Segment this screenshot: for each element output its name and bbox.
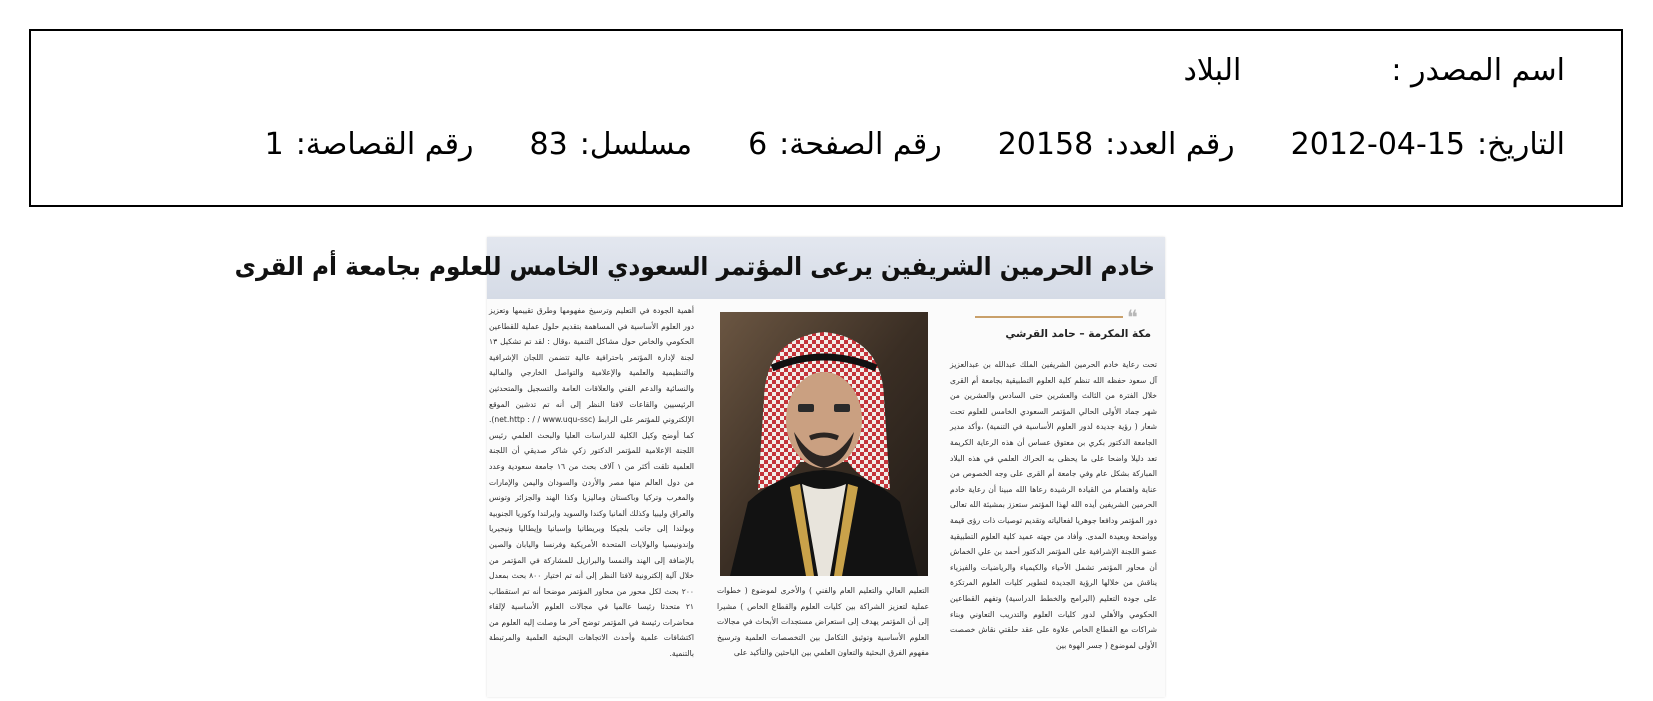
clip-number-value: 1 — [264, 127, 284, 162]
article-headline: خادم الحرمين الشريفين يرعى المؤتمر السعودي الخامس للعلوم بجامعة أم القرى — [234, 252, 1155, 281]
portrait-illustration — [720, 312, 928, 576]
issue-label: رقم العدد: — [1105, 127, 1235, 162]
page-label: رقم الصفحة: — [779, 127, 942, 162]
serial-value: 83 — [529, 127, 568, 162]
clip-number-field — [265, 127, 474, 163]
serial-field — [530, 127, 693, 163]
page-value: 6 — [748, 127, 768, 162]
king-portrait-photo — [720, 312, 928, 576]
issue-value: 20158 — [997, 127, 1094, 162]
byline-divider — [975, 316, 1123, 318]
source-label: اسم المصدر : — [1391, 53, 1565, 88]
source-value: البلاد — [1183, 53, 1242, 88]
clip-number-label: رقم القصاصة: — [295, 127, 474, 162]
date-value: 2012-04-15 — [1290, 127, 1466, 162]
date-label: التاريخ: — [1477, 127, 1565, 162]
article-column-left: أهمية الجودة في التعليم وترسيخ مفهومها وطرق تقييمها وتعزيز دور العلوم الأساسية في المساهمة بتقديم حلول عملية للقطاعين الحكومي والخاص حول مشاكل التنمية ،وقال : لقد تم تشكيل ١٣ لجنة لإدارة المؤتمر باحترافية عالية تتضمن اللجان الإشرافية والتنظيمية والعلمية والإعلامية والتواصل الخارجي والمالية والنسائية والدعم الفني والعلاقات العامة والتسجيل والمتحدثين الرئيسيين والقاعات لافتا النظر إلى أنه تم تدشين الموقع الإلكتروني للمؤتمر على الرابط (net.http : / / www.uqu-ssc). كما أوضح وكيل الكلية للدراسات العليا والبحث العلمي رئيس اللجنة الإعلامية للمؤتمر الدكتور زكي شاكر صديقي أن اللجنة العلمية تلقت أكثر من ١ آلاف بحث من ١٦ جامعة سعودية وعدد من دول العالم منها مصر والأردن والسودان واليمن والإمارات والمغرب وتركيا وباكستان وماليزيا وكذا الهند والجزائر وتونس والعراق وليبيا وكذلك ألمانيا وكندا والسويد وايرلندا وكوريا الجنوبية وبولندا إلى جانب بلجيكا وبريطانيا وإسبانيا وإيطاليا ونيجيريا وإندونيسيا والولايات المتحدة الأمريكية وفرنسا واليابان والصين بالإضافة إلى الهند والنمسا والبرازيل للمشاركة في المؤتمر من خلال آلية إلكترونية لافتا النظر إلى أنه تم اختيار ٨٠٠ بحث بمعدل ٢٠٠ بحث لكل محور من محاور المؤتمر موضحا أنه تم استقطاب ٢١ متحدثا رئيسا عالميا في مجالات العلوم الأساسية لإلقاء محاضرات رئيسة في المؤتمر توضح آخر ما وصلت إليه العلوم من اكتشافات علمية وأحدث الاتجاهات البحثية العلمية والمرتبطة بالتنمية. — [489, 306, 694, 659]
headline-band — [234, 237, 1165, 299]
date-field — [1291, 127, 1565, 163]
clipping-metadata-box — [29, 29, 1623, 207]
source-line — [1184, 53, 1565, 89]
article-column-middle: التعليم العالي والتعليم العام والفني ) والأخرى لموضوع ( خطوات عملية لتعزيز الشراكة بين كليات العلوم والقطاع الخاص ) مشيرا إلى أن المؤتمر يهدف إلى استعراض مستجدات الأبحاث في مجالات العلوم الأساسية وتوثيق التكامل بين التخصصات العلمية وترسيخ مفهوم الفرق البحثية والتعاون العلمي بين الباحثين والتأكيد على — [717, 586, 929, 658]
newspaper-clipping — [234, 237, 1165, 697]
quote-mark-icon: ❝ — [1127, 305, 1138, 329]
issue-field — [998, 127, 1235, 163]
article-column-right: تحت رعاية خادم الحرمين الشريفين الملك عبدالله بن عبدالعزيز آل سعود حفظه الله تنظم كلية العلوم التطبيقية بجامعة أم القرى خلال الفترة من الثالث والعشرين حتى السادس والعشرين من شهر جماد الأولى الحالي المؤتمر السعودي الخامس للعلوم تحت شعار ( رؤية جديدة لدور العلوم الأساسية في التنمية) ،وأكد مدير الجامعة الدكتور بكري بن معتوق عساس أن هذه الرعاية الكريمة تعد دليلا واضحا على ما يحظى به الحراك العلمي في هذه البلاد المباركة بشكل عام وفي جامعة أم القرى على وجه الخصوص من عناية واهتمام من القيادة الرشيدة رعاها الله مبينا أن رعاية خادم الحرمين الشريفين أيده الله لهذا المؤتمر ستعزز بمشيئة الله تعالى دور المؤتمر ودافعا جوهريا لفعالياته وتقديم توصيات ذات رؤى قيمة وواضحة وبعيدة المدى. وأفاد من جهته عميد كلية العلوم التطبيقية عضو اللجنة الإشرافية على المؤتمر الدكتور أحمد بن علي الخماش أن محاور المؤتمر تشمل الأحياء والكيمياء والرياضيات والفيزياء يناقش من خلالها الرؤية الجديدة لتطوير كليات العلوم المرتكزة على جودة التعليم (البرامج والخطط الدراسية) وتفهم القطاعين الحكومي والأهلي لدور كليات العلوم والتدريب التعاوني وبناء شراكات مع القطاع الخاص علاوة على عقد حلقتي نقاش خصصت الأولى لموضوع ( جسر الهوة بين — [950, 360, 1157, 650]
serial-label: مسلسل: — [579, 127, 693, 162]
article-byline: مكة المكرمة – حامد القرشي — [1005, 328, 1151, 340]
details-line — [265, 127, 1565, 163]
page-field — [748, 127, 942, 163]
